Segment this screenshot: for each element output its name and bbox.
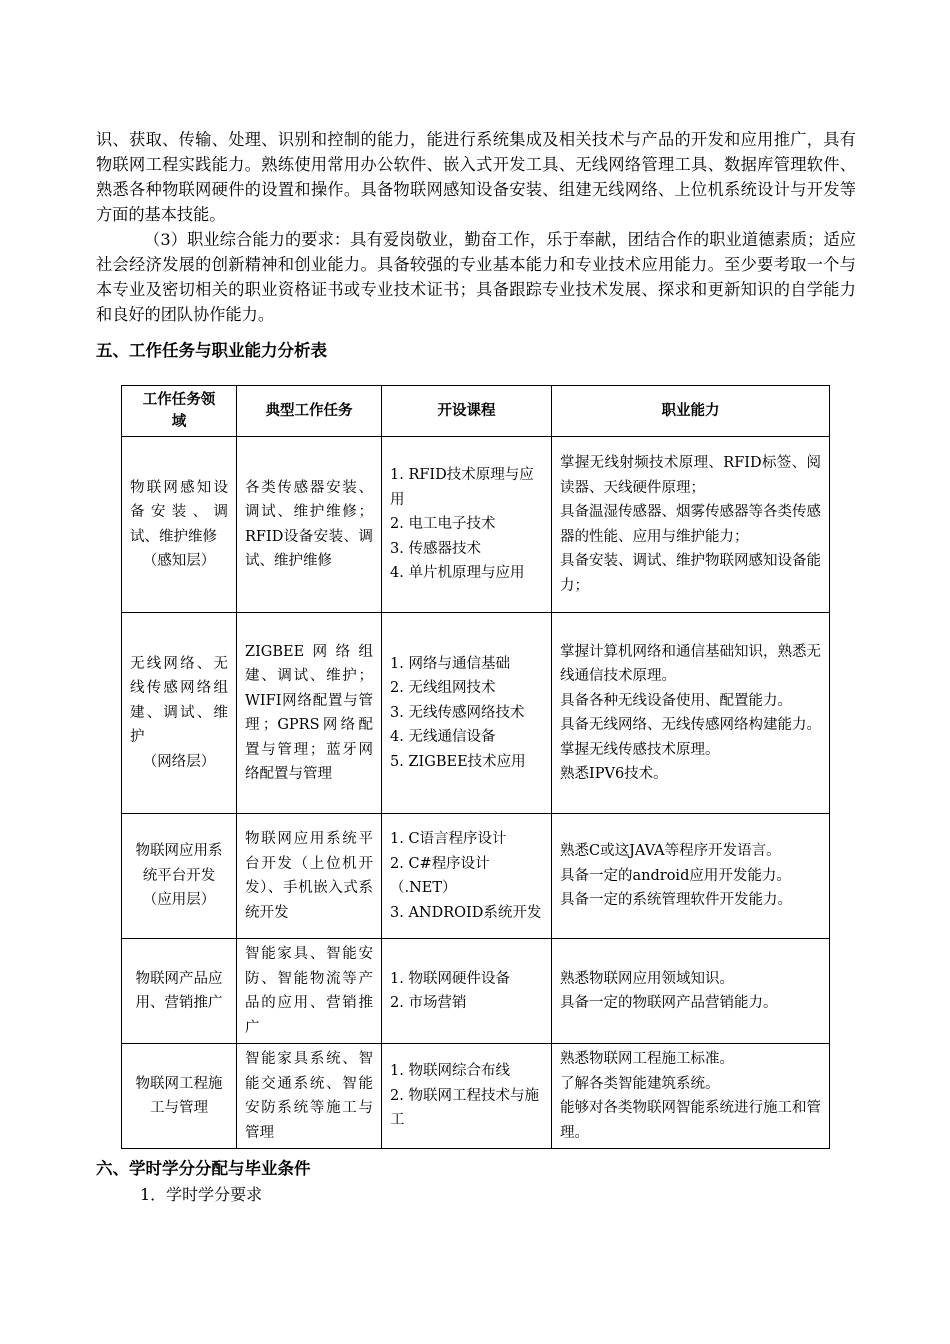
course-item: 4. 无线通信设备 — [390, 729, 496, 746]
course-item: 1. 网络与通信基础 — [390, 655, 510, 672]
typical-task-cell: 智能家具系统、智能交通系统、智能安防系统等施工与管理 — [237, 1044, 382, 1149]
section-5-title: 五、工作任务与职业能力分析表 — [96, 341, 327, 360]
task-area-cell — [122, 939, 237, 1044]
course-item: 2. 市场营销 — [390, 995, 467, 1011]
ability-item: 熟悉物联网工程施工标准。 — [560, 1051, 734, 1067]
courses-cell — [382, 939, 552, 1044]
course-item: 1. C语言程序设计 — [390, 831, 507, 847]
ability-item: 具备各种无线设备使用、配置能力。 — [560, 692, 792, 709]
task-area-cell — [122, 1044, 237, 1149]
course-item: 4. 单片机原理与应用 — [390, 565, 525, 582]
course-item: 2. 无线组网技术 — [390, 680, 496, 697]
task-layer: （感知层） — [142, 553, 216, 569]
section-6-title: 六、学时学分分配与毕业条件 — [96, 1159, 311, 1178]
abilities-cell — [552, 1044, 830, 1149]
courses-cell — [382, 1044, 552, 1149]
ability-item: 熟悉C或这JAVA等程序开发语言。 — [560, 843, 781, 860]
ability-item: 具备安装、调试、维护物联网感知设备能力； — [560, 553, 821, 594]
course-item: 5. ZIGBEE技术应用 — [390, 753, 526, 770]
courses-cell — [382, 613, 552, 814]
paragraph-comprehensive-ability: （3）职业综合能力的要求：具有爱岗敬业，勤奋工作，乐于奉献，团结合作的职业道德素质；适应社会经济发展的创新精神和创业能力。具备较强的专业基本能力和专业技术应用能力。至少要考取一个与本专业及密切相关的职业资格证书或专业技术证书；具备跟踪专业技术发展、探求和更新知识的自学能力和良好的团队协作能力。 — [96, 230, 856, 324]
course-item: 3. 无线传感网络技术 — [390, 704, 525, 721]
course-item: 2. C#程序设计（.NET） — [390, 855, 490, 896]
courses-cell — [382, 814, 552, 939]
typical-task-cell: 智能家具、智能安防、智能物流等产品的应用、营销推广 — [237, 939, 382, 1044]
typical-task-cell: ZIGBEE网络组建、调试、维护；WIFI网络配置与管理；GPRS网络配置与管理；蓝牙网络配置与管理 — [237, 613, 382, 814]
abilities-cell — [552, 613, 830, 814]
abilities-cell — [552, 437, 830, 613]
task-layer: （网络层） — [142, 753, 216, 770]
section-6-subheading: 1．学时学分要求 — [140, 1185, 263, 1204]
ability-item: 具备温湿传感器、烟雾传感器等各类传感器的性能、应用与维护能力； — [560, 504, 821, 545]
course-item: 2. 物联网工程技术与施工 — [390, 1087, 539, 1129]
header-task-area: 工作任务领域 — [122, 386, 237, 437]
task-area-text: 物联网应用系统平台开发 — [135, 843, 223, 884]
ability-item: 具备无线网络、无线传感网络构建能力。 — [560, 717, 821, 733]
paragraph-skills: 识、获取、传输、处理、识别和控制的能力，能进行系统集成及相关技术与产品的开发和应用推广，具有物联网工程实践能力。熟练使用常用办公软件、嵌入式开发工具、无线网络管理工具、数据库管理软件、熟悉各种物联网硬件的设置和操作。具备物联网感知设备安装、组建无线网络、上位机系统设计与开发等方面的基本技能。 — [96, 130, 856, 224]
ability-item: 了解各类智能建筑系统。 — [560, 1075, 720, 1092]
header-abilities: 职业能力 — [552, 386, 830, 437]
task-area-text: 物联网工程施工与管理 — [135, 1075, 223, 1116]
course-item: 1. 物联网硬件设备 — [390, 970, 510, 987]
ability-item: 掌握计算机网络和通信基础知识，熟悉无线通信技术原理。 — [560, 643, 821, 684]
task-layer: （应用层） — [142, 892, 216, 909]
table-header-row — [122, 386, 830, 437]
task-ability-table — [121, 385, 830, 1149]
task-area-text: 物联网感知设备安装、调试、维护维修 — [130, 479, 228, 545]
ability-item: 熟悉物联网应用领域知识。 — [560, 970, 734, 987]
task-area-text: 物联网产品应用、营销推广 — [135, 970, 223, 1011]
course-item: 1. 物联网综合布线 — [390, 1063, 510, 1080]
table-row — [122, 814, 830, 939]
table-row — [122, 437, 830, 613]
table-row — [122, 1044, 830, 1149]
course-item: 2. 电工电子技术 — [390, 516, 496, 533]
task-area-cell — [122, 437, 237, 613]
ability-item: 能够对各类物联网智能系统进行施工和管理。 — [560, 1100, 821, 1141]
typical-task-cell: 各类传感器安装、调试、维护维修；RFID设备安装、调试、维护维修 — [237, 437, 382, 613]
task-area-cell — [122, 613, 237, 814]
header-typical-task: 典型工作任务 — [237, 386, 382, 437]
ability-item: 掌握无线传感技术原理。 — [560, 741, 720, 758]
ability-item: 具备一定的android应用开发能力。 — [560, 867, 791, 884]
course-item: 3. 传感器技术 — [390, 540, 481, 557]
ability-item: 具备一定的系统管理软件开发能力。 — [560, 892, 792, 909]
header-courses: 开设课程 — [382, 386, 552, 437]
table-row — [122, 939, 830, 1044]
task-area-text: 无线网络、无线传感网络组建、调试、维护 — [130, 655, 228, 746]
table-row — [122, 613, 830, 814]
abilities-cell — [552, 939, 830, 1044]
abilities-cell — [552, 814, 830, 939]
task-area-cell — [122, 814, 237, 939]
ability-item: 掌握无线射频技术原理、RFID标签、阅读器、天线硬件原理； — [560, 455, 821, 496]
course-item: 1. RFID技术原理与应用 — [390, 467, 534, 508]
ability-item: 熟悉IPV6技术。 — [560, 766, 668, 782]
ability-item: 具备一定的物联网产品营销能力。 — [560, 995, 778, 1011]
courses-cell — [382, 437, 552, 613]
typical-task-cell: 物联网应用系统平台开发（上位机开发）、手机嵌入式系统开发 — [237, 814, 382, 939]
course-item: 3. ANDROID系统开发 — [390, 904, 542, 921]
